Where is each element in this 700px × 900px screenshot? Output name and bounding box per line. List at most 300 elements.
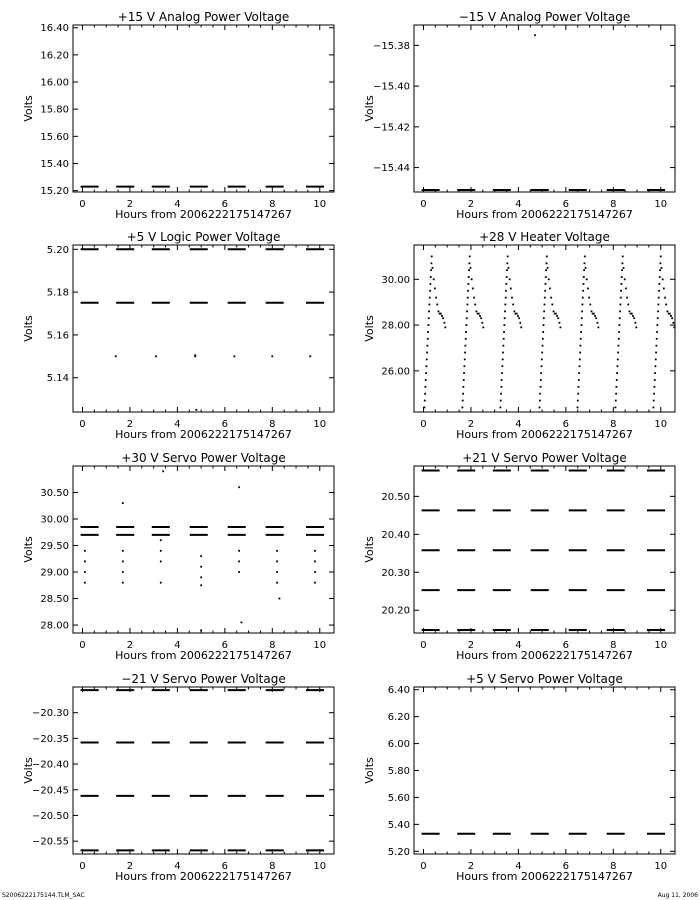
data-point <box>580 345 582 347</box>
plot-frame <box>414 245 675 412</box>
x-tick-label: 10 <box>654 640 668 651</box>
y-tick-label: 15.40 <box>40 158 69 170</box>
data-point <box>623 267 625 269</box>
x-axis-label: Hours from 2006222175147267 <box>115 428 292 441</box>
x-tick-label: 2 <box>126 640 134 651</box>
x-tick-label: 6 <box>562 199 570 210</box>
data-point <box>659 269 661 271</box>
data-point <box>434 288 436 290</box>
footer-filename: S2006222175144.TLM_SAC <box>2 892 85 899</box>
data-point <box>84 561 86 563</box>
x-tick-label: 6 <box>221 861 229 872</box>
data-point <box>534 34 536 36</box>
data-point <box>200 584 202 586</box>
data-point <box>500 386 502 388</box>
data-point <box>658 283 660 285</box>
data-point <box>160 582 162 584</box>
y-tick-label: 20.50 <box>381 491 410 503</box>
data-point <box>233 355 235 357</box>
data-point <box>507 256 509 258</box>
data-point <box>502 352 504 354</box>
y-tick-label: 6.40 <box>387 685 410 697</box>
data-point <box>620 297 622 299</box>
data-point <box>479 315 481 317</box>
data-point <box>425 372 427 374</box>
data-point <box>557 317 559 319</box>
data-point <box>617 358 619 360</box>
y-tick-label: 20.30 <box>381 567 410 579</box>
data-point <box>194 354 196 356</box>
data-point <box>506 269 508 271</box>
data-point <box>543 310 545 312</box>
chart-panel <box>22 451 334 662</box>
data-point <box>160 539 162 541</box>
data-point <box>516 313 518 315</box>
data-point <box>314 561 316 563</box>
data-point <box>513 310 515 312</box>
data-point <box>84 571 86 573</box>
data-point <box>425 386 427 388</box>
data-point <box>518 317 520 319</box>
x-tick-label: 6 <box>562 861 570 872</box>
data-point <box>653 393 655 395</box>
data-point <box>84 582 86 584</box>
data-point <box>540 372 542 374</box>
plot-frame <box>73 245 334 412</box>
data-point <box>195 409 197 411</box>
y-tick-label: 15.20 <box>40 186 69 198</box>
data-point <box>279 598 281 600</box>
data-point <box>84 550 86 552</box>
data-point <box>444 326 446 328</box>
x-axis-label: Hours from 2006222175147267 <box>456 870 633 883</box>
data-point <box>595 317 597 319</box>
chart-panel <box>363 230 675 441</box>
data-point <box>669 313 671 315</box>
y-tick-label: 5.18 <box>46 287 69 299</box>
x-axis-label: Hours from 2006222175147267 <box>456 649 633 662</box>
data-point <box>627 304 629 306</box>
y-tick-label: 29.50 <box>40 541 69 553</box>
data-point <box>429 304 431 306</box>
data-point <box>540 379 542 381</box>
data-point <box>501 365 503 367</box>
data-point <box>200 566 202 568</box>
data-point <box>162 470 164 472</box>
data-point <box>671 317 673 319</box>
data-point <box>617 365 619 367</box>
y-tick-label: −15.40 <box>372 81 410 93</box>
data-point <box>616 386 618 388</box>
data-point <box>546 256 548 258</box>
data-point <box>314 582 316 584</box>
data-point <box>578 379 580 381</box>
data-point <box>438 310 440 312</box>
chart-panel <box>22 230 334 441</box>
data-point <box>586 278 588 280</box>
plot-frame <box>73 25 334 192</box>
y-tick-label: 29.00 <box>40 567 69 579</box>
data-point <box>309 355 311 357</box>
x-axis-label: Hours from 2006222175147267 <box>456 208 633 221</box>
data-point <box>632 315 634 317</box>
data-point <box>581 310 583 312</box>
data-point <box>539 393 541 395</box>
data-point <box>155 355 157 357</box>
data-point <box>500 400 502 402</box>
y-axis-label: Volts <box>363 757 376 784</box>
data-point <box>544 304 546 306</box>
data-point <box>579 352 581 354</box>
y-tick-label: −20.40 <box>31 759 69 771</box>
y-tick-label: 30.50 <box>40 488 69 500</box>
data-point <box>468 262 470 264</box>
data-point <box>500 393 502 395</box>
data-point <box>200 576 202 578</box>
data-point <box>431 256 433 258</box>
y-tick-label: −20.45 <box>31 785 69 797</box>
x-tick-label: 0 <box>79 861 86 872</box>
data-point <box>276 571 278 573</box>
y-tick-label: −20.35 <box>31 733 69 745</box>
data-point <box>505 297 507 299</box>
data-point <box>577 393 579 395</box>
data-point <box>661 267 663 269</box>
data-point <box>160 561 162 563</box>
chart-title: +21 V Servo Power Voltage <box>462 451 627 465</box>
data-point <box>582 290 584 292</box>
data-point <box>468 276 470 278</box>
data-point <box>555 313 557 315</box>
data-point <box>503 331 505 333</box>
data-point <box>656 331 658 333</box>
data-point <box>504 317 506 319</box>
chart-panel <box>363 672 675 883</box>
data-point <box>621 269 623 271</box>
data-point <box>547 267 549 269</box>
y-axis-label: Volts <box>22 536 35 563</box>
data-point <box>583 276 585 278</box>
data-point <box>656 338 658 340</box>
data-point <box>542 345 544 347</box>
data-point <box>465 324 467 326</box>
data-point <box>276 550 278 552</box>
y-tick-label: −15.42 <box>372 122 410 134</box>
data-point <box>559 326 561 328</box>
data-point <box>430 269 432 271</box>
chart-title: −15 V Analog Power Voltage <box>458 10 631 24</box>
data-point <box>667 310 669 312</box>
data-point <box>436 304 438 306</box>
x-tick-label: 0 <box>420 199 427 210</box>
data-point <box>588 297 590 299</box>
data-point <box>654 372 656 374</box>
x-tick-label: 6 <box>562 419 570 430</box>
data-point <box>580 338 582 340</box>
y-tick-label: −20.30 <box>31 708 69 720</box>
x-tick-label: 0 <box>420 861 427 872</box>
y-tick-label: 15.60 <box>40 131 69 143</box>
footer-date: Aug 11, 2006 <box>657 892 698 899</box>
y-tick-label: −20.50 <box>31 810 69 822</box>
data-point <box>673 326 675 328</box>
data-point <box>467 290 469 292</box>
data-point <box>276 582 278 584</box>
x-axis-label: Hours from 2006222175147267 <box>115 649 292 662</box>
data-point <box>587 288 589 290</box>
data-point <box>462 393 464 395</box>
data-point <box>427 345 429 347</box>
x-tick-label: 10 <box>654 861 668 872</box>
data-point <box>548 278 550 280</box>
data-point <box>541 365 543 367</box>
x-tick-label: 4 <box>174 199 181 210</box>
data-point <box>657 317 659 319</box>
data-point <box>502 345 504 347</box>
data-point <box>512 304 514 306</box>
data-point <box>543 317 545 319</box>
x-tick-label: 2 <box>467 419 475 430</box>
data-point <box>509 278 511 280</box>
data-point <box>476 310 478 312</box>
data-point <box>426 365 428 367</box>
data-point <box>427 331 429 333</box>
data-point <box>549 288 551 290</box>
data-point <box>502 358 504 360</box>
chart-panel <box>363 10 675 221</box>
x-tick-label: 0 <box>79 640 86 651</box>
data-point <box>621 276 623 278</box>
data-point <box>433 278 435 280</box>
data-point <box>615 407 617 409</box>
data-point <box>539 400 541 402</box>
data-point <box>584 256 586 258</box>
data-point <box>539 407 541 409</box>
y-tick-label: 15.80 <box>40 104 69 116</box>
data-point <box>545 276 547 278</box>
data-point <box>577 407 579 409</box>
plot-frame <box>73 466 334 633</box>
data-point <box>654 379 656 381</box>
data-point <box>424 407 426 409</box>
y-tick-label: 16.40 <box>40 23 69 35</box>
data-point <box>508 267 510 269</box>
data-point <box>467 297 469 299</box>
data-point <box>551 304 553 306</box>
data-point <box>619 324 621 326</box>
data-point <box>622 256 624 258</box>
chart-title: +5 V Servo Power Voltage <box>466 672 623 686</box>
data-point <box>464 352 466 354</box>
data-point <box>238 561 240 563</box>
x-tick-label: 4 <box>174 640 181 651</box>
data-point <box>545 269 547 271</box>
x-tick-label: 10 <box>313 199 327 210</box>
data-point <box>238 571 240 573</box>
data-point <box>542 331 544 333</box>
x-tick-label: 0 <box>420 640 427 651</box>
data-point <box>463 379 465 381</box>
data-point <box>431 262 433 264</box>
data-point <box>635 326 637 328</box>
data-point <box>653 400 655 402</box>
x-tick-label: 2 <box>126 861 134 872</box>
data-point <box>656 324 658 326</box>
data-point <box>629 310 631 312</box>
data-point <box>620 290 622 292</box>
x-tick-label: 4 <box>515 640 522 651</box>
data-point <box>425 379 427 381</box>
data-point <box>276 561 278 563</box>
y-axis-label: Volts <box>22 315 35 342</box>
data-point <box>465 338 467 340</box>
data-point <box>631 313 633 315</box>
y-tick-label: 5.16 <box>46 330 69 342</box>
data-point <box>241 621 243 623</box>
data-point <box>593 313 595 315</box>
data-point <box>428 317 430 319</box>
data-point <box>584 262 586 264</box>
data-point <box>501 372 503 374</box>
data-point <box>440 313 442 315</box>
data-point <box>510 288 512 290</box>
data-point <box>511 297 513 299</box>
data-point <box>544 290 546 292</box>
x-tick-label: 0 <box>79 419 86 430</box>
data-point <box>659 276 661 278</box>
y-tick-label: 5.20 <box>387 846 410 858</box>
data-point <box>620 304 622 306</box>
data-point <box>428 324 430 326</box>
y-tick-label: 30.00 <box>40 514 69 526</box>
y-tick-label: 6.20 <box>387 712 410 724</box>
x-tick-label: 6 <box>221 640 229 651</box>
data-point <box>504 304 506 306</box>
data-point <box>664 297 666 299</box>
data-point <box>443 322 445 324</box>
data-point <box>672 322 674 324</box>
data-point <box>594 315 596 317</box>
chart-panel <box>363 451 675 662</box>
data-point <box>441 315 443 317</box>
data-point <box>618 338 620 340</box>
data-point <box>662 278 664 280</box>
data-point <box>426 358 428 360</box>
data-point <box>618 331 620 333</box>
data-point <box>655 345 657 347</box>
data-point <box>616 372 618 374</box>
data-point <box>619 310 621 312</box>
x-tick-label: 2 <box>467 861 475 872</box>
data-point <box>626 297 628 299</box>
data-point <box>578 372 580 374</box>
data-point <box>115 355 117 357</box>
data-point <box>473 297 475 299</box>
data-point <box>482 326 484 328</box>
data-point <box>597 322 599 324</box>
data-point <box>505 283 507 285</box>
data-point <box>556 315 558 317</box>
y-tick-label: 16.00 <box>40 77 69 89</box>
x-tick-label: 2 <box>126 419 134 430</box>
data-point <box>501 379 503 381</box>
data-point <box>463 372 465 374</box>
data-point <box>582 304 584 306</box>
data-point <box>624 278 626 280</box>
data-point <box>238 486 240 488</box>
data-point <box>503 324 505 326</box>
x-tick-label: 0 <box>79 199 86 210</box>
data-point <box>517 315 519 317</box>
data-point <box>469 256 471 258</box>
y-tick-label: 20.20 <box>381 605 410 617</box>
data-point <box>467 283 469 285</box>
data-point <box>583 283 585 285</box>
data-point <box>314 571 316 573</box>
data-point <box>553 310 555 312</box>
x-tick-label: 2 <box>467 199 475 210</box>
data-point <box>481 322 483 324</box>
data-point <box>424 400 426 402</box>
data-point <box>542 338 544 340</box>
y-tick-label: 5.80 <box>387 766 410 777</box>
data-point <box>655 365 657 367</box>
data-point <box>122 502 124 504</box>
x-tick-label: 4 <box>174 861 181 872</box>
x-tick-label: 8 <box>610 199 617 210</box>
data-point <box>581 324 583 326</box>
chart-title: +15 V Analog Power Voltage <box>117 10 290 24</box>
x-tick-label: 8 <box>610 419 617 430</box>
data-point <box>200 555 202 557</box>
y-axis-label: Volts <box>22 95 35 122</box>
data-point <box>578 386 580 388</box>
y-tick-label: 5.20 <box>46 244 69 256</box>
y-tick-label: 20.40 <box>381 529 410 541</box>
chart-title: +5 V Logic Power Voltage <box>126 230 281 244</box>
x-tick-label: 0 <box>420 419 427 430</box>
x-tick-label: 8 <box>610 640 617 651</box>
x-tick-label: 6 <box>221 419 229 430</box>
data-point <box>466 310 468 312</box>
plot-frame <box>414 25 675 192</box>
data-point <box>424 393 426 395</box>
data-point <box>543 324 545 326</box>
chart-title: +28 V Heater Voltage <box>479 230 610 244</box>
data-point <box>122 550 124 552</box>
data-point <box>540 386 542 388</box>
chart-title: −21 V Servo Power Voltage <box>121 672 286 686</box>
data-point <box>621 283 623 285</box>
data-point <box>617 352 619 354</box>
data-point <box>429 290 431 292</box>
chart-title: +30 V Servo Power Voltage <box>121 451 286 465</box>
data-point <box>464 345 466 347</box>
x-tick-label: 10 <box>313 640 327 651</box>
data-point <box>506 276 508 278</box>
x-tick-label: 2 <box>126 199 134 210</box>
y-tick-label: 5.14 <box>46 373 69 385</box>
data-point <box>663 288 665 290</box>
y-tick-label: −15.38 <box>372 40 410 52</box>
data-point <box>658 297 660 299</box>
x-tick-label: 4 <box>515 199 522 210</box>
data-point <box>238 550 240 552</box>
data-point <box>559 322 561 324</box>
y-axis-label: Volts <box>363 95 376 122</box>
data-point <box>582 297 584 299</box>
data-point <box>615 400 617 402</box>
